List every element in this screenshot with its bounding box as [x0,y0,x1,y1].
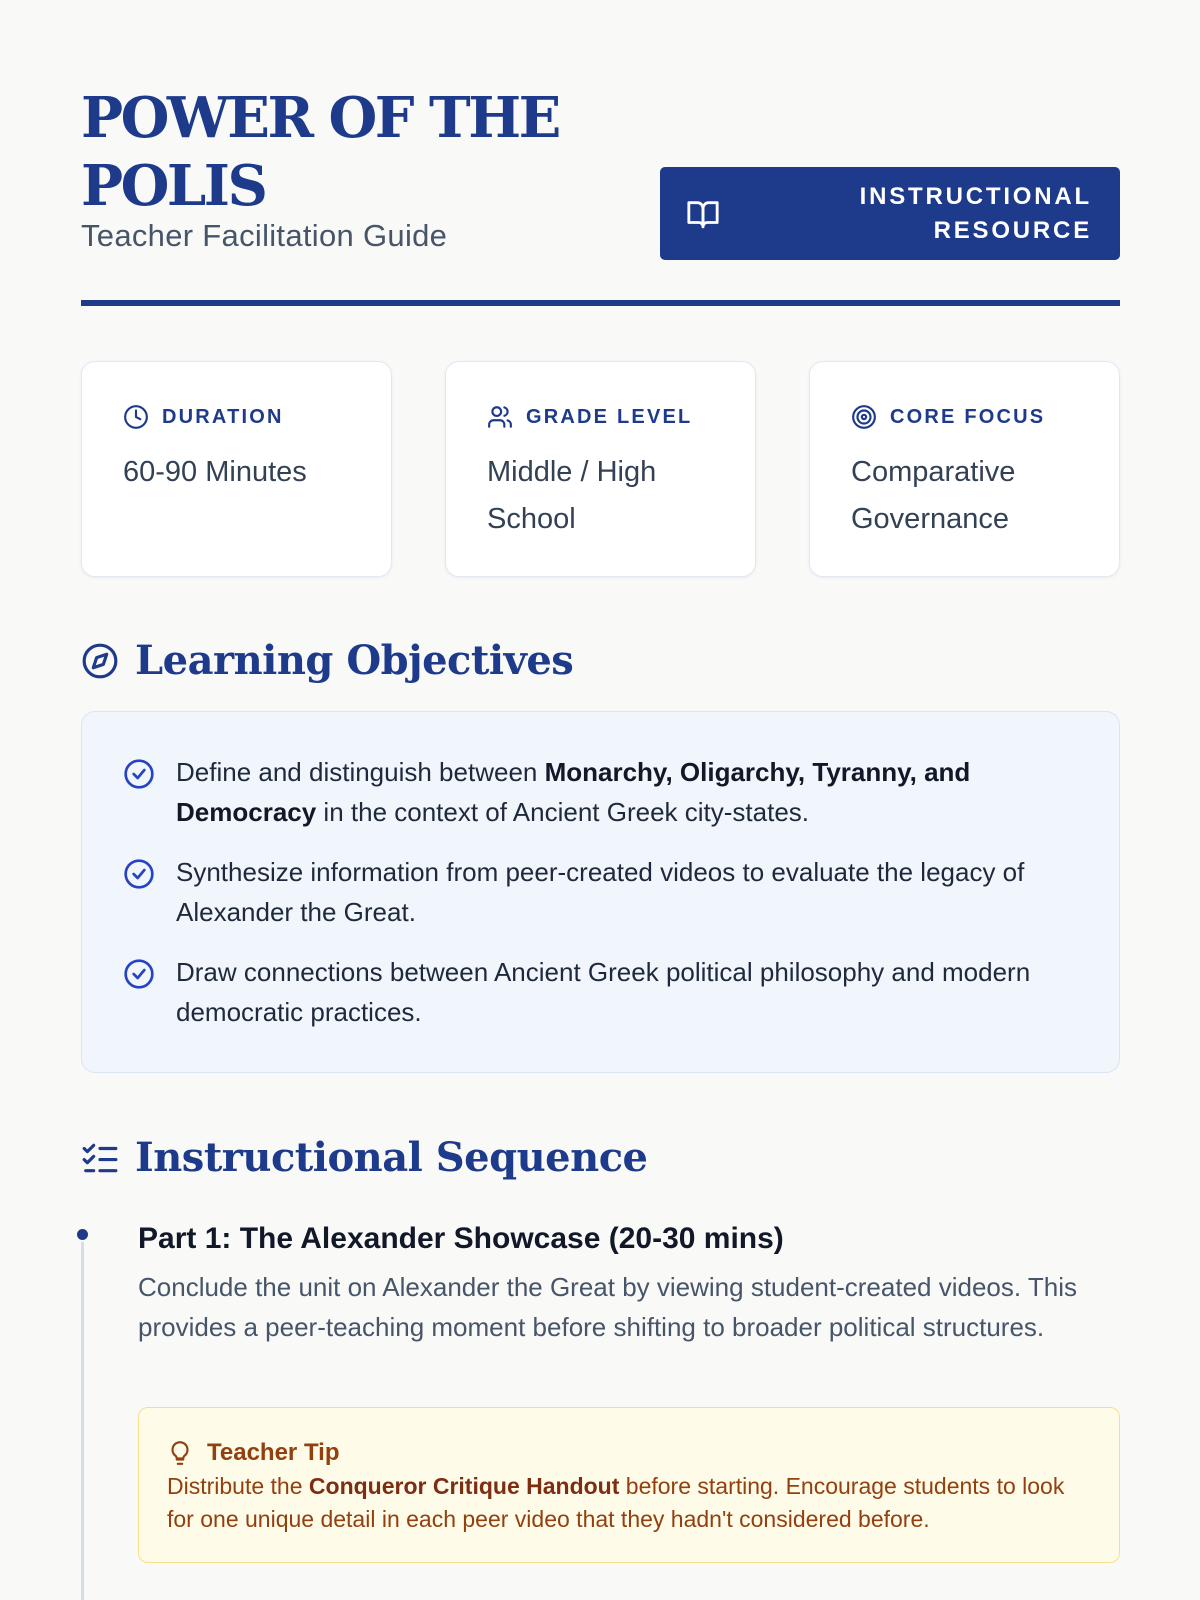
teacher-tip-title: Teacher Tip [207,1439,340,1466]
objectives-heading [81,637,573,684]
teacher-tip-callout [138,1407,1120,1563]
timeline-dot [75,1227,90,1242]
instructional-resource-badge [660,167,1120,260]
objective-text: Synthesize information from peer-created videos to evaluate the legacy of Alexander the Great. [176,857,1025,927]
objectives-title: Learning Objectives [135,637,574,684]
sequence-heading [81,1134,648,1181]
sequence-title: Instructional Sequence [135,1134,648,1181]
open-book-icon [686,197,720,231]
objective-text: Define and distinguish between Monarchy, Oligarchy, Tyranny, and Democracy in the context of Ancient Greek city-states. [176,757,971,827]
page-header [81,0,1120,310]
check-circle-icon [123,958,155,990]
target-icon [851,404,877,430]
check-circle-icon [123,758,155,790]
page-title: POWER OF THE POLIS [81,85,559,219]
compass-icon [81,642,119,680]
clock-icon [123,404,149,430]
objective-item [123,752,1089,832]
badge-label-line-2: RESOURCE [933,216,1092,244]
header-divider [81,300,1120,306]
teacher-tip-body: Distribute the Conqueror Critique Handout before starting. Encourage students to look for one unique detail in each peer video that they hadn't considered before. [167,1473,1065,1532]
users-icon [487,404,513,430]
badge-label-line-1: INSTRUCTIONAL [859,182,1092,210]
grade-level-value: Middle / High School [487,456,657,535]
part-1-description: Conclude the unit on Alexander the Great by viewing student-created videos. This provides a peer-teaching moment before shifting to broader political structures. [138,1272,1077,1342]
check-circle-icon [123,858,155,890]
timeline-line [81,1234,84,1600]
duration-card [81,361,392,577]
lightbulb-icon [167,1440,193,1466]
facilitation-guide-page [81,0,1120,1532]
objective-item [123,852,1089,932]
objectives-box [81,711,1120,1073]
grade-level-card [445,361,756,577]
page-subtitle: Teacher Facilitation Guide [81,218,448,253]
badge-label [792,180,1092,248]
grade-level-label: GRADE LEVEL [526,405,693,428]
objective-item [123,952,1089,1032]
duration-value: 60-90 Minutes [123,456,307,488]
core-focus-label: CORE FOCUS [890,405,1046,428]
duration-label: DURATION [162,405,284,428]
core-focus-value: Comparative Governance [851,456,1016,535]
core-focus-card [809,361,1120,577]
objective-text: Draw connections between Ancient Greek political philosophy and modern democratic practices. [176,957,1031,1027]
checklist-icon [81,1139,119,1177]
part-1-title: Part 1: The Alexander Showcase (20-30 mins) [138,1222,784,1255]
meta-cards [81,361,1120,577]
